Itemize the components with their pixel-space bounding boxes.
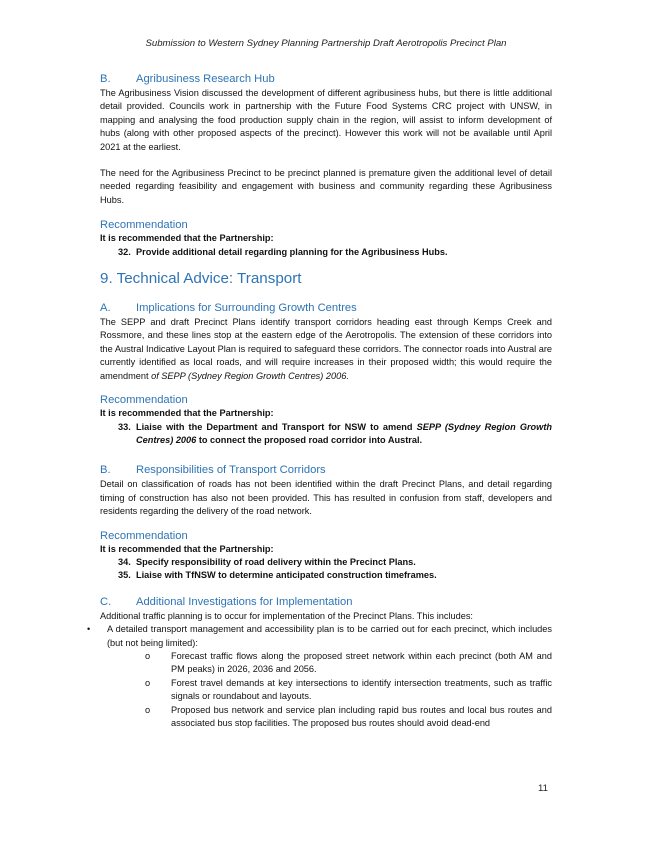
section-c-bullet [87, 623, 552, 650]
bullet-marker: • [87, 624, 91, 635]
section-b-title: Agribusiness Research Hub [136, 73, 275, 85]
recommendation-33-text [136, 421, 552, 448]
section-b-paragraph-2: The need for the Agribusiness Precinct to be precinct planned is premature given the additional level of detail needed regarding feasibility and engagement with business and community regarding these Agribusiness Hubs. [100, 168, 552, 205]
sub-bullet-3 [145, 704, 552, 731]
page-number: 11 [538, 783, 548, 794]
sub-bullet-2 [145, 677, 552, 704]
page-header: Submission to Western Sydney Planning Partnership Draft Aerotropolis Precinct Plan [145, 38, 507, 49]
section-b-paragraph-1: The Agribusiness Vision discussed the development of different agribusiness hubs, but there is little additional detail provided. Councils work in partnership with the Future Food Systems CRC project with UNSW, in mapping and analysing the food production supply chain in the region, will assist to inform development of hubs (along with other proposed aspects of the precinct). However this work will not be available until April 2021 at the earliest. [100, 88, 552, 152]
section-a-recommendation-heading: Recommendation [100, 394, 188, 407]
recommendation-34 [118, 556, 552, 569]
recommendation-34-text: Specify responsibility of road delivery within the Precinct Plans. [136, 556, 416, 567]
page-content [87, 72, 552, 730]
section-b2-title: Responsibilities of Transport Corridors [136, 464, 326, 477]
recommendation-33-text-italic: SEPP (Sydney Region Growth Centres) 2006 [136, 421, 552, 445]
sub-bullet-marker: o [145, 650, 151, 661]
section-9-heading: 9. Technical Advice: Transport [100, 270, 302, 288]
section-b2-recommendation-heading: Recommendation [100, 529, 188, 542]
section-a-paragraph-italic: of SEPP (Sydney Region Growth Centres) 2006. [151, 370, 349, 381]
section-a-title: Implications for Surrounding Growth Centres [136, 302, 357, 315]
sub-bullet-3-text: Proposed bus network and service plan including rapid bus routes and local bus routes and associated bus stop facilities. The proposed bus routes should avoid dead-end [171, 704, 552, 728]
recommendation-32-text: Provide additional detail regarding planning for the Agribusiness Hubs. [136, 246, 448, 257]
sub-bullet-marker: o [145, 704, 151, 715]
recommendation-35 [118, 569, 552, 582]
section-a-heading [100, 301, 552, 316]
section-b-recommendation-heading: Recommendation [100, 219, 188, 232]
recommendation-33-number: 33. [118, 421, 131, 432]
section-a-paragraph [100, 316, 552, 383]
section-b2-paragraph: Detail on classification of roads has not been identified within the draft Precinct Plans, and detail regarding timing of construction has also not been provided. This has resulted in confusion from staff, developers and residents regarding the delivery of the road network. [100, 479, 552, 517]
section-b2-recommendation-intro: It is recommended that the Partnership: [100, 543, 274, 554]
section-b2-letter: B. [100, 464, 111, 477]
section-b-letter: B. [100, 73, 111, 85]
section-a-paragraph-main: The SEPP and draft Precinct Plans identify transport corridors heading east through Kemps Creek and Rossmore, and these lines stop at the eastern edge of the Aerotropolis. The extension of these corridors into the Austral Indicative Layout Plan is required to safeguard these corridors. The connector roads into Austral are currently identified as local roads, and will require increases in their proposed width; this would require the amendment [100, 317, 552, 381]
sub-bullet-marker: o [145, 677, 151, 688]
recommendation-33 [118, 421, 552, 448]
sub-bullet-1-text: Forecast traffic flows along the proposed street network within each precinct (both AM and PM peaks) in 2026, 2036 and 2056. [171, 650, 552, 675]
section-c-title: Additional Investigations for Implementation [136, 595, 353, 608]
section-a-recommendation-intro: It is recommended that the Partnership: [100, 408, 274, 419]
recommendation-32-number: 32. [118, 246, 131, 257]
section-c-paragraph: Additional traffic planning is to occur for implementation of the Precinct Plans. This includes: [100, 610, 473, 621]
recommendation-35-number: 35. [118, 570, 131, 581]
section-a-letter: A. [100, 302, 111, 315]
section-c-letter: C. [100, 595, 112, 608]
section-c-bullet-text: A detailed transport management and accessibility plan is to be carried out for each precinct, which includes (but not being limited): [107, 624, 552, 648]
section-b-recommendation-intro: It is recommended that the Partnership: [100, 233, 274, 244]
recommendation-33-text-2: to connect the proposed road corridor into Austral. [196, 434, 423, 445]
recommendation-34-number: 34. [118, 556, 131, 567]
sub-bullet-2-text: Forest travel demands at key intersections to identify intersection treatments, such as traffic signals or roundabout and layouts. [171, 677, 552, 702]
sub-bullet-1 [145, 650, 552, 677]
recommendation-35-text: Liaise with TfNSW to determine anticipated construction timeframes. [136, 570, 437, 581]
section-b-heading [100, 72, 552, 87]
recommendation-32 [118, 246, 552, 259]
section-b2-heading [100, 463, 552, 478]
section-c-heading [100, 595, 552, 610]
recommendation-33-text-1: Liaise with the Department and Transport for NSW to amend [136, 421, 417, 432]
